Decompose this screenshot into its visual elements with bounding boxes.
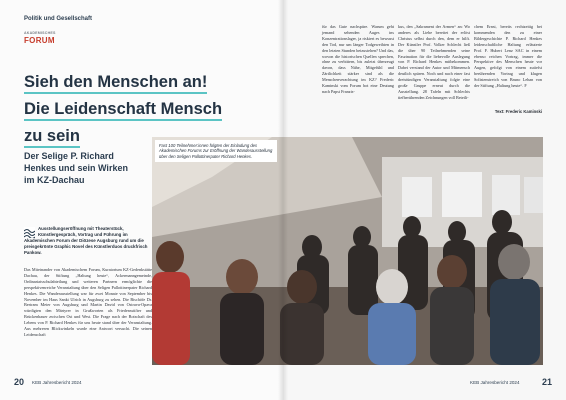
section-label: Politik und Gesellschaft bbox=[24, 16, 93, 22]
body-column-left: Das Miteinander von Akademischem Forum, Kuratorium KZ-Gedenkstätte Dachau, der Stiftung „Haltung heute“, Ackermanngemeinde, Ordinariatsschulabteilung und weiteren Partnern ermöglichte die perspektivenreiche Veranstaltung über den Seligen Pallottinerpater Richard Henkes. Die Wanderausstellung war für zwei Monate von September bis November im Haus Sankt Ulrich in Augsburg zu sehen. Die Bischöfe Dr. Bertram Meier von Augsburg und Martin David von Ostrava-Opava würdigten den Märtyrer in Grußworten als Friedensstifter und Brückenbauer zwischen Ost und West. Die Frage nach der Botschaft des Lebens von P. Richard Henkes für uns heute stand über der Veranstaltung. Aus mehreren Blickwinkeln wurde eine Antwort versucht. Die seinen Leidenschaft bbox=[24, 267, 152, 337]
subheadline: Der Selige P. Richard Henkes und sein Wirken im KZ-Dachau bbox=[24, 151, 128, 185]
body-column-right-1: für das Gute nachspüre. Warum geht jemand sehenden Auges ins Konzentrationslager, ja riskiert es bewusst den Tod, nur um länger Todgeweihten in den letzten Stunden beizustehen? Und das, wovon die historischen Quellen sprechen, ohne zu verbittern, bis zuletzt überzeugt davon, dass Nähe, Mitgefühl und Zärtlichkeit stärker sind als die Menschenverachtung im KZ? Frederic Kaminski vom Forum bot eine Deutung nach Papst Franzis- bbox=[322, 24, 394, 94]
text-credit: Text: Frederic Kaminski bbox=[494, 109, 542, 114]
intro-block bbox=[24, 226, 152, 256]
headline-line-1: Sieh den Menschen an! bbox=[24, 72, 207, 94]
logo-main-text: FORUM bbox=[24, 35, 55, 45]
wave-icon bbox=[24, 227, 35, 238]
event-photo bbox=[152, 137, 543, 365]
body-column-right-2: kus, den „Sakrament der Armen“ an: Wo anderes als Liebe bereitet der erlöst Christus selbst durch den, dem er hilft. Der Künstler Prof. Volker Schlecht ließ die über 90 Teilnehmenden seine Faszination für die liebevolle Auslegung von P. Richard Henkes mitbekommen. Dabei verstand der Autor und Mitmensch deutlich spüren. Noch und nach einer fast dreistündigen Veranstaltung folgte eine große Gruppe erneut durch die Ausstellung. 28 Tafeln mit Schlechts tiefberührenden Zeichnungen voll Beteili- bbox=[398, 24, 470, 100]
page-number-left: 20 bbox=[14, 377, 25, 387]
page-number-right: 21 bbox=[542, 377, 553, 387]
headline-line-3: zu sein bbox=[24, 126, 80, 148]
footer-title-right: KEB Jahresbericht 2024 bbox=[470, 380, 520, 385]
photo-caption: Fast 100 Teilnehmer:innen folgten der Einladung des Akademischen Forums zur Eröffnung der Wanderausstellung über den Seligen Pallottinerpater Richard Henkes. bbox=[155, 140, 277, 162]
body-column-right-3: chem Ernst, bereits rechtzeitig bei kommenden den zu einer Bildergeschichte P. Richard Henkes leidenschaftliche Haltung erläuterte Prof. F. Hubert Lenz SAC in einem ebenso reichen Vortrag, immer die Perspektive des Menschen heute vor Augen, gefolgt von einem zutiefst berührenden Vortrag und klugen Solistenstreich von Bruno Lehan von der Stiftung „Haltung heute“. F bbox=[474, 24, 542, 89]
headline-line-2: Die Leidenschaft Mensch bbox=[24, 99, 222, 121]
footer-title-left: KEB Jahresbericht 2024 bbox=[32, 380, 82, 385]
akademisches-forum-logo bbox=[24, 32, 60, 45]
logo-top-text: AKADEMISCHES bbox=[24, 31, 56, 35]
event-photo-illustration bbox=[152, 137, 543, 365]
intro-text: Ausstellungseröffnung mit Theaterstück, Künstlergespräch, Vortrag und Führung im Akademischen Forum der Diözese Augsburg rund um die preisgekrönte Graphic Novel des Künstlerduos druckfrisch Pankow. bbox=[24, 226, 148, 255]
page-gutter bbox=[278, 0, 288, 400]
